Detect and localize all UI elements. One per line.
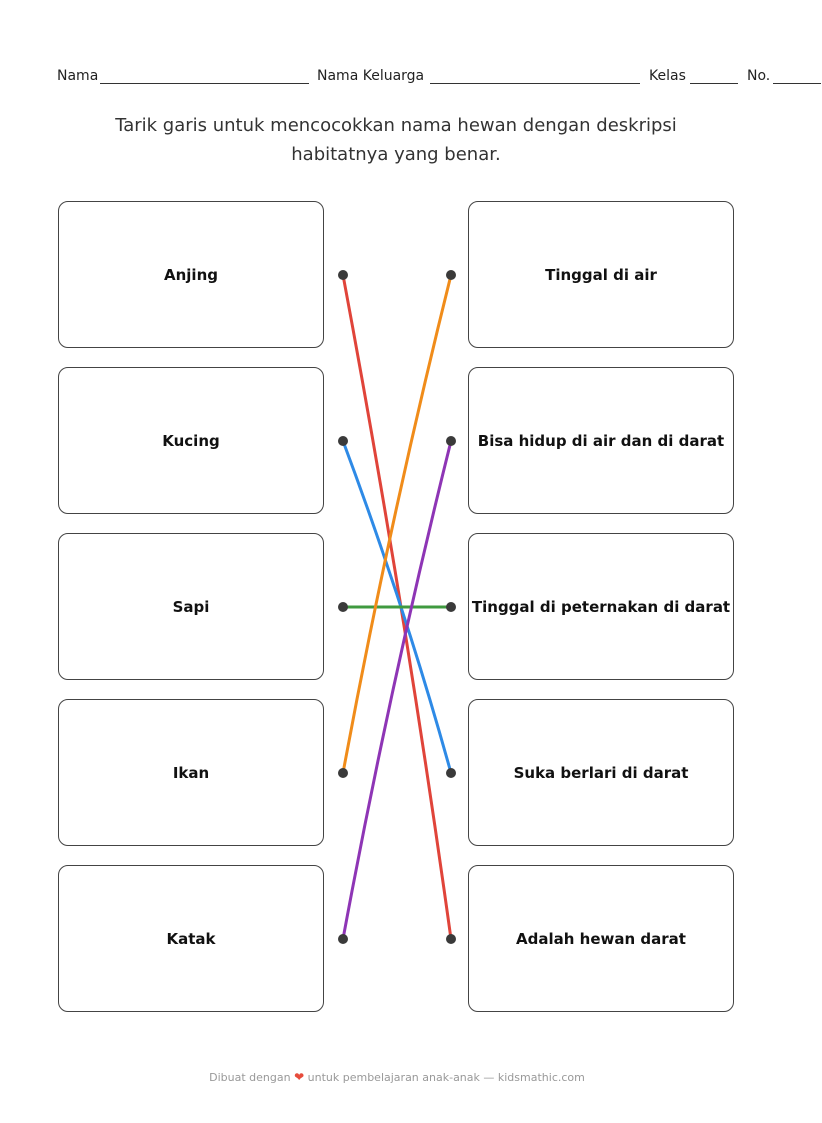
footer-text-before: Dibuat dengan [209, 1071, 291, 1084]
animal-card-ikan[interactable]: Ikan [58, 699, 324, 846]
instruction-text [60, 111, 732, 169]
right-dot-4[interactable] [446, 768, 456, 778]
habitat-card-4[interactable]: Suka berlari di darat [468, 699, 734, 846]
left-dot-3[interactable] [338, 602, 348, 612]
habitat-card-1[interactable]: Tinggal di air [468, 201, 734, 348]
footer-text-after: untuk pembelajaran anak-anak — kidsmathic.com [307, 1071, 585, 1084]
class-field[interactable] [690, 83, 738, 84]
family-name-label: Nama Keluarga [317, 68, 425, 84]
habitat-card-5[interactable]: Adalah hewan darat [468, 865, 734, 1012]
left-dot-5[interactable] [338, 934, 348, 944]
animal-card-katak[interactable]: Katak [58, 865, 324, 1012]
footer [0, 1070, 794, 1084]
match-line-4 [343, 275, 451, 773]
left-dot-1[interactable] [338, 270, 348, 280]
heart-icon: ❤ [294, 1070, 305, 1084]
right-dot-3[interactable] [446, 602, 456, 612]
name-label: Nama [57, 68, 99, 84]
left-dot-4[interactable] [338, 768, 348, 778]
match-line-5 [343, 441, 451, 939]
animal-card-anjing[interactable]: Anjing [58, 201, 324, 348]
right-dot-2[interactable] [446, 436, 456, 446]
animal-card-kucing[interactable]: Kucing [58, 367, 324, 514]
name-field[interactable] [100, 83, 309, 84]
class-label: Kelas [649, 68, 686, 84]
number-label: No. [747, 68, 771, 84]
number-field[interactable] [773, 83, 821, 84]
family-name-field[interactable] [430, 83, 640, 84]
habitat-card-3[interactable]: Tinggal di peternakan di darat [468, 533, 734, 680]
habitat-card-2[interactable]: Bisa hidup di air dan di darat [468, 367, 734, 514]
right-dot-1[interactable] [446, 270, 456, 280]
instruction-line-1: Tarik garis untuk mencocokkan nama hewan dengan deskripsi [115, 115, 677, 136]
match-line-1 [343, 275, 451, 939]
student-info-header [57, 68, 822, 88]
animal-card-sapi[interactable]: Sapi [58, 533, 324, 680]
left-dot-2[interactable] [338, 436, 348, 446]
instruction-line-2: habitatnya yang benar. [291, 144, 501, 165]
match-line-2 [343, 441, 451, 773]
right-dot-5[interactable] [446, 934, 456, 944]
